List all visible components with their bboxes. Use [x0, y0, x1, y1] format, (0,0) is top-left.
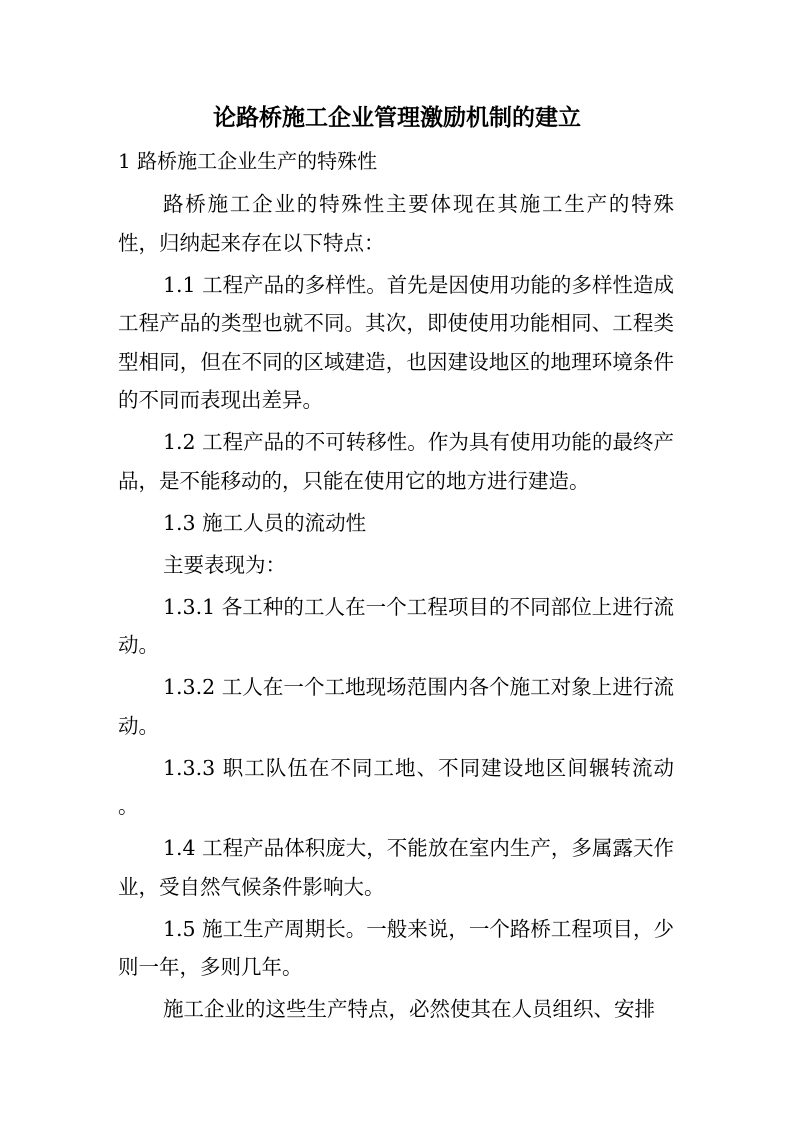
paragraph: 主要表现为：	[163, 552, 286, 577]
paragraph: 1.3.1 各工种的工人在一个工程项目的不同部位上进行流动。	[118, 594, 674, 657]
paragraph: 1.1 工程产品的多样性。首先是因使用功能的多样性造成工程产品的类型也就不同。其次，即使使用功能相同、工程类型相同，但在不同的区域建造，也因建设地区的地理环境条件的不同而表现出差异。	[118, 272, 674, 412]
section-heading: 1 路桥施工企业生产的特殊性	[118, 149, 378, 173]
paragraph: 1.4 工程产品体积庞大，不能放在室内生产，多属露天作业，受自然气候条件影响大。	[118, 836, 674, 899]
paragraph: 1.3.3 职工队伍在不同工地、不同建设地区间辗转流动 。	[118, 755, 674, 818]
paragraph: 1.5 施工生产周期长。一般来说，一个路桥工程项目，少则一年，多则几年。	[118, 916, 674, 979]
document-title: 论路桥施工企业管理激励机制的建立	[213, 104, 581, 131]
paragraph: 路桥施工企业的特殊性主要体现在其施工生产的特殊性，归纳起来存在以下特点：	[118, 192, 674, 255]
paragraph: 1.3.2 工人在一个工地现场范围内各个施工对象上进行流动。	[118, 675, 674, 738]
paragraph: 施工企业的这些生产特点，必然使其在人员组织、安排	[163, 997, 655, 1021]
paragraph: 1.2 工程产品的不可转移性。作为具有使用功能的最终产品，是不能移动的，只能在使用它的地方进行建造。	[118, 430, 674, 493]
body-text	[118, 185, 674, 1032]
paragraph: 1.3 施工人员的流动性	[163, 510, 367, 535]
